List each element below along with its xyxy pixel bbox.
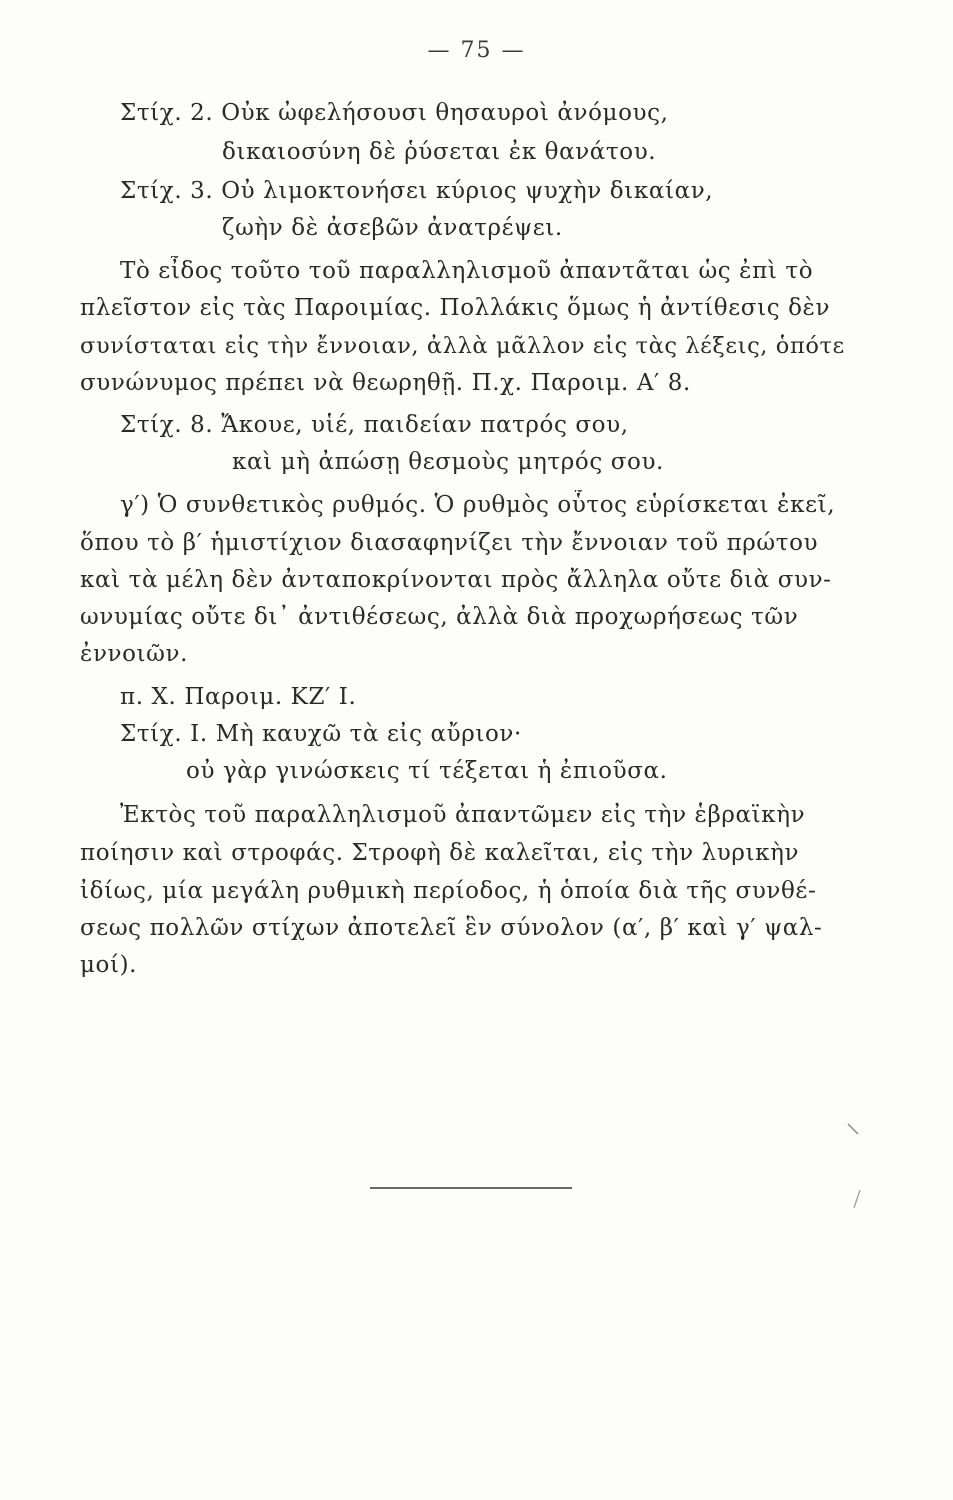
paragraph-line: ποίησιν καὶ στροφάς. Στροφὴ δὲ καλεῖται, εἰς τὴν λυρικὴν <box>80 840 800 866</box>
paragraph-line: ἰδίως, μία μεγάλη ρυθμικὴ περίοδος, ἡ ὁποία διὰ τῆς συνθέ- <box>80 878 817 904</box>
verse-line: δικαιοσύνη δὲ ῥύσεται ἐκ θανάτου. <box>222 139 657 165</box>
verse-line: καὶ μὴ ἀπώσῃ θεσμοὺς μητρός σου. <box>232 449 664 475</box>
paragraph-line: πλεῖστον εἰς τὰς Παροιμίας. Πολλάκις ὅμως ἡ ἀντίθεσις δὲν <box>80 295 831 321</box>
verse-line: Στίχ. 8. Ἄκουε, υἱέ, παιδείαν πατρός σου, <box>120 412 629 438</box>
verse-line: Στίχ. 3. Οὐ λιμοκτονήσει κύριος ψυχὴν δικαίαν, <box>120 178 714 204</box>
paragraph-line: καὶ τὰ μέλη δὲν ἀνταποκρίνονται πρὸς ἄλληλα οὔτε διὰ συν- <box>80 567 832 593</box>
paragraph-line: συνώνυμος πρέπει νὰ θεωρηθῇ. Π.χ. Παροιμ. Α′ 8. <box>80 370 691 396</box>
paragraph-line: Τὸ εἶδος τοῦτο τοῦ παραλληλισμοῦ ἀπαντᾶται ὡς ἐπὶ τὸ <box>120 258 814 284</box>
verse-line: ζωὴν δὲ ἀσεβῶν ἀνατρέψει. <box>222 215 563 241</box>
paragraph-line: ὅπου τὸ β′ ἡμιστίχιον διασαφηνίζει τὴν ἔννοιαν τοῦ πρώτου <box>80 530 819 556</box>
page-number: — 75 — <box>427 38 526 63</box>
paragraph-line: γ′) Ὁ συνθετικὸς ρυθμός. Ὁ ρυθμὸς οὗτος εὑρίσκεται ἐκεῖ, <box>120 492 836 518</box>
paragraph-line: ωνυμίας οὔτε δι᾽ ἀντιθέσεως, ἀλλὰ διὰ προχωρήσεως τῶν <box>80 604 799 630</box>
end-rule <box>370 1187 572 1189</box>
scan-speck-icon <box>850 1188 864 1210</box>
paragraph-line: συνίσταται εἰς τὴν ἔννοιαν, ἀλλὰ μᾶλλον εἰς τὰς λέξεις, ὁπότε <box>80 333 845 359</box>
verse-line: Στίχ. 2. Οὐκ ὠφελήσουσι θησαυροὶ ἀνόμους, <box>120 100 669 126</box>
example-reference: π. Χ. Παροιμ. ΚΖ′ Ι. <box>120 684 357 710</box>
scan-speck-icon <box>844 1120 864 1140</box>
verse-line: Στίχ. Ι. Μὴ καυχῶ τὰ εἰς αὔριον· <box>120 721 522 747</box>
paragraph-line: σεως πολλῶν στίχων ἀποτελεῖ ἓν σύνολον (α′, β′ καὶ γ′ ψαλ- <box>80 915 823 941</box>
paragraph-line: ἐννοιῶν. <box>80 641 189 667</box>
verse-line: οὐ γὰρ γινώσκεις τί τέξεται ἡ ἐπιοῦσα. <box>186 758 668 784</box>
paragraph-line: Ἐκτὸς τοῦ παραλληλισμοῦ ἀπαντῶμεν εἰς τὴν ἑβραϊκὴν <box>120 802 806 828</box>
paragraph-line: μοί). <box>80 952 138 978</box>
